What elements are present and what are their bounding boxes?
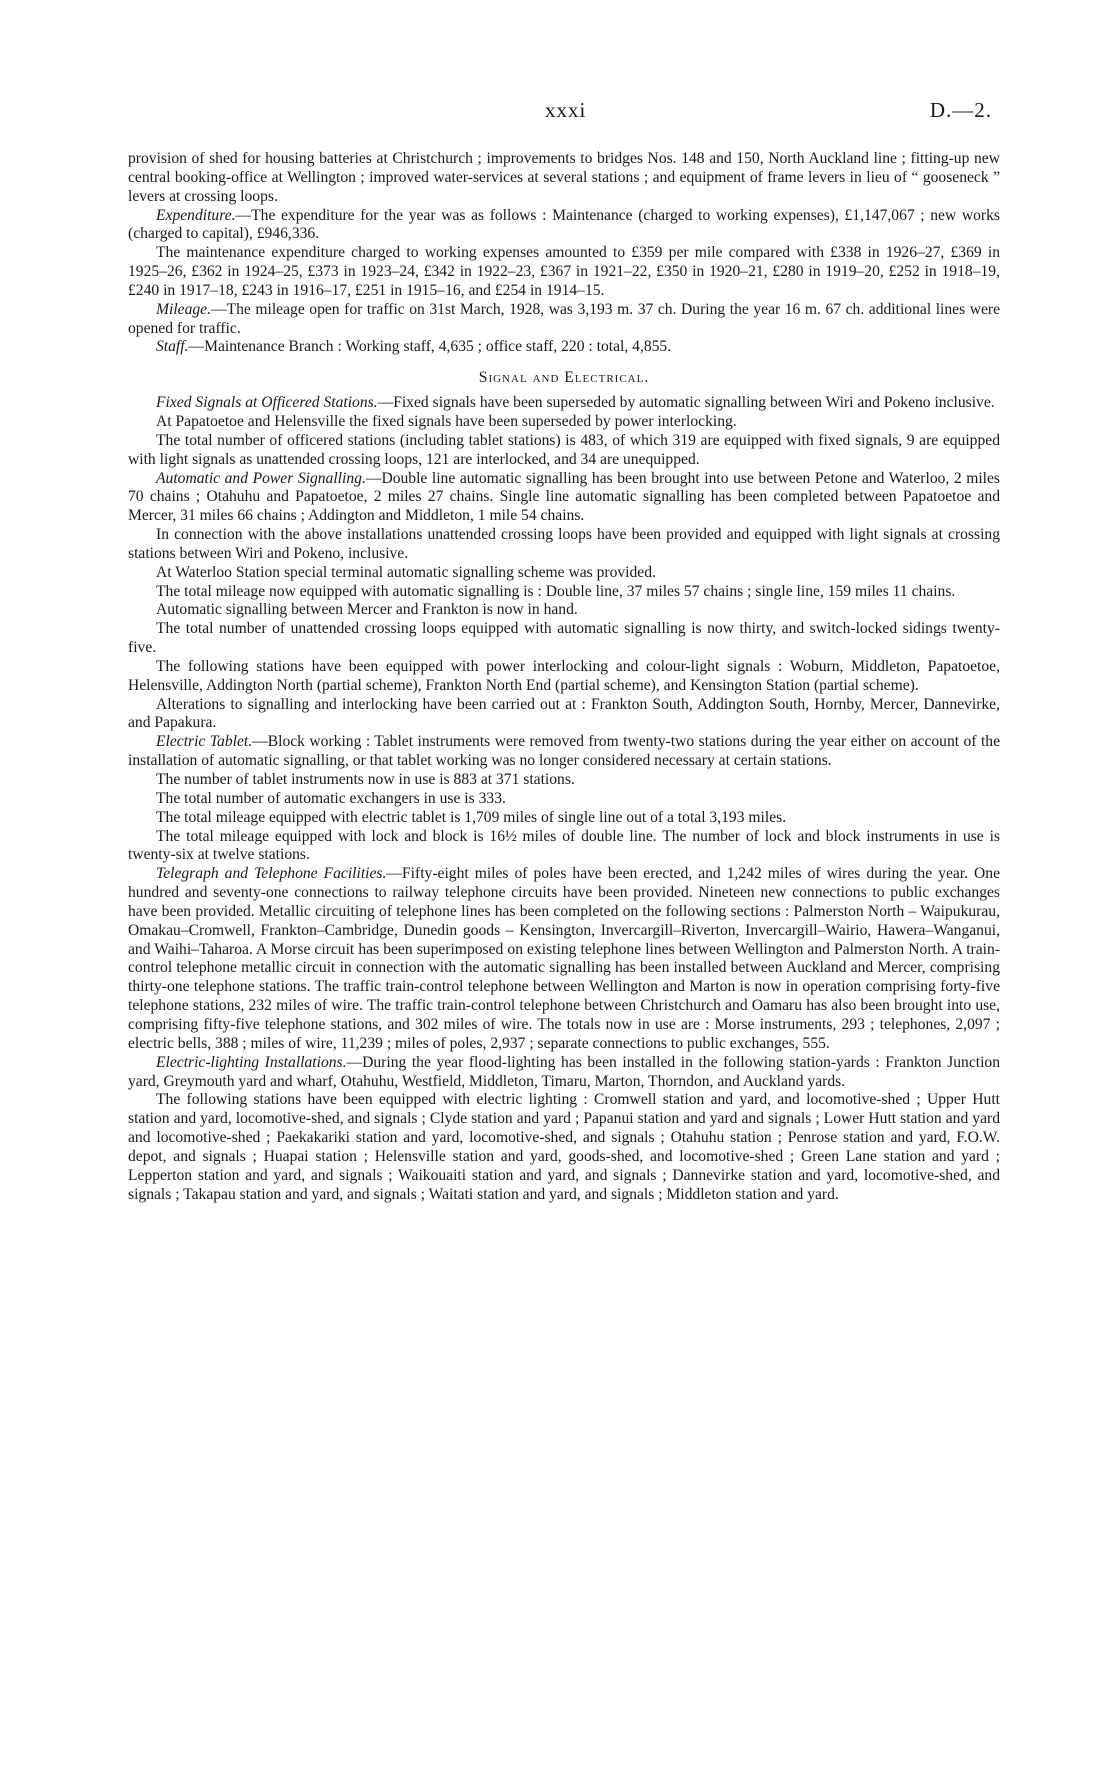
paragraph <box>128 338 1000 357</box>
paragraph-text: provision of shed for housing batteries at Christchurch ; improvements to bridges Nos. 148 and 150, North Auckland line ; fitting-up new central booking-office at Wellington ; improved water-services at several stations ; and equipment of frame levers in lieu of “ gooseneck ” levers at crossing loops. <box>128 150 1000 205</box>
paragraph-lead: Mileage. <box>156 300 211 318</box>
paragraph <box>128 1091 1000 1204</box>
paragraph <box>128 394 1000 413</box>
paragraph <box>128 1054 1000 1092</box>
paragraph-text: —Block working : Tablet instruments were removed from twenty-two stations during the year either on account of the installation of automatic signalling, or that tablet working was no longer considered necessary at certain stations. <box>128 733 1001 770</box>
paragraph-lead: Electric-lighting Installations. <box>156 1053 347 1071</box>
document-reference: D.—2. <box>929 98 992 122</box>
paragraph-text: The total mileage equipped with lock and block is 16½ miles of double line. The number of lock and block instruments in use is twenty-six at twelve stations. <box>128 827 1000 864</box>
paragraph <box>128 207 1000 245</box>
paragraph <box>128 470 1000 527</box>
paragraph <box>128 828 1000 866</box>
paragraph-text: —During the year flood-lighting has been installed in the following station-yards : Frankton Junction yard, Greymouth yard and wharf, Otahuhu, Westfield, Middleton, Timaru, Marton, Thorndon, and Auckland yards. <box>128 1053 1001 1090</box>
paragraph-text: At Waterloo Station special terminal automatic signalling scheme was provided. <box>156 563 656 581</box>
paragraph-text: In connection with the above installations unattended crossing loops have been provided and equipped with light signals at crossing stations between Wiri and Pokeno, inclusive. <box>128 526 1000 562</box>
paragraph <box>128 601 1000 620</box>
paragraph-text: The maintenance expenditure charged to working expenses amounted to £359 per mile compared with £338 in 1926–27, £369 in 1925–26, £362 in 1924–25, £373 in 1923–24, £342 in 1922–23, £367 in 1921–22, £350 in 1920–21, £280 in 1919–20, £252 in 1918–19, £240 in 1917–18, £243 in 1916–17, £251 in 1915–16, and £254 in 1914–15. <box>128 244 1000 299</box>
paragraph-text: The total mileage now equipped with automatic signalling is : Double line, 37 miles 57 chains ; single line, 159 miles 11 chains. <box>156 582 956 600</box>
paragraph-text: The total mileage equipped with electric tablet is 1,709 miles of single line out of a total 3,193 miles. <box>156 808 787 826</box>
report-body <box>128 150 1000 1204</box>
paragraph-text: The total number of unattended crossing loops equipped with automatic signalling is now thirty, and switch-locked sidings twenty-five. <box>128 620 1000 657</box>
paragraph <box>128 733 1000 771</box>
page-number: xxxi <box>545 98 587 122</box>
paragraph <box>128 696 1000 734</box>
paragraph-text: The following stations have been equipped with power interlocking and colour-light signals : Woburn, Middleton, Papatoetoe, Helensville, Addington North (partial scheme), Frankton North End (partial scheme), and Kensington Station (partial scheme). <box>128 657 1000 694</box>
paragraph-lead: Telegraph and Telephone Facilities. <box>156 865 387 883</box>
paragraph-lead: Fixed Signals at Officered Stations. <box>156 394 378 412</box>
paragraph-text: —The expenditure for the year was as follows : Maintenance (charged to working expenses), £1,147,067 ; new works (charged to capital), £946,336. <box>128 206 1000 243</box>
paragraph <box>128 301 1000 339</box>
paragraph-text: —The mileage open for traffic on 31st March, 1928, was 3,193 m. 37 ch. During the year 16 m. 67 ch. additional lines were opened for traffic. <box>128 300 1000 337</box>
paragraph-text: Automatic signalling between Mercer and Frankton is now in hand. <box>156 601 578 619</box>
paragraph-text: The total number of automatic exchangers in use is 333. <box>156 789 506 807</box>
paragraph-text: The total number of officered stations (including tablet stations) is 483, of which 319 are equipped with fixed signals, 9 are equipped with light signals as unattended crossing loops, 121 are interlocked, and 34 are unequipped. <box>128 431 1000 468</box>
paragraph-lead: Expenditure. <box>156 206 236 224</box>
paragraph-text: At Papatoetoe and Helensville the fixed signals have been superseded by power interlocking. <box>156 412 737 430</box>
paragraph-text: Alterations to signalling and interlocking have been carried out at : Frankton South, Addington South, Hornby, Mercer, Dannevirke, and Papakura. <box>128 695 1000 732</box>
paragraph-lead: Automatic and Power Signalling. <box>156 469 366 487</box>
paragraph-text: —Fifty-eight miles of poles have been erected, and 1,242 miles of wires during the year. One hundred and seventy-one connections to railway telephone circuits have been provided. Nineteen new connections to public exchanges have been provided. Metallic circuiting of telephone lines has been completed on the following sections : Palmerston North – Waipukurau, Omakau–Cromwell, Frankton–Cambridge, Dunedin goods – Kensington, Invercargill–Riverton, Invercargill–Wairio, Hawera–Wanganui, and Waihi–Taharoa. A Morse circuit has been superimposed on existing telephone lines between Wellington and Palmerston North. A train-control telephone metallic circuit in connection with the automatic signalling has been installed between Auckland and Mercer, comprising thirty-one telephone stations. The traffic train-control telephone between Wellington and Marton is now in operation comprising forty-five telephone stations, 232 miles of wire. The traffic train-control telephone between Christchurch and Oamaru has also been brought into use, comprising fifty-five telephone stations, and 302 miles of wire. The totals now in use are : Morse instruments, 293 ; telephones, 2,097 ; electric bells, 388 ; miles of wire, 11,239 ; miles of poles, 2,937 ; separate connections to public exchanges, 555. <box>128 865 1000 1052</box>
paragraph <box>128 809 1000 828</box>
paragraph <box>128 564 1000 583</box>
paragraph-text: The following stations have been equipped with electric lighting : Cromwell station and yard, and locomotive-shed ; Upper Hutt station and yard, locomotive-shed, and signals ; Clyde station and yard ; Papanui station and yard and signals ; Lower Hutt station and yard and locomotive-shed ; Paekakariki station and yard, locomotive-shed, and signals ; Otahuhu station ; Penrose station and yard, F.O.W. depot, and signals ; Huapai station ; Helensville station and yard, goods-shed, and locomotive-shed ; Green Lane station and yard ; Lepperton station and yard, and signals ; Waikouaiti station and yard, and signals ; Dannevirke station and yard, locomotive-shed, and signals ; Takapau station and yard, and signals ; Waitati station and yard, and signals ; Middleton station and yard. <box>128 1091 1000 1203</box>
paragraph <box>128 413 1000 432</box>
paragraph <box>128 526 1000 564</box>
paragraph-lead: Staff. <box>156 338 189 356</box>
paragraph-text: —Maintenance Branch : Working staff, 4,635 ; office staff, 220 : total, 4,855. <box>188 338 672 356</box>
paragraph-text: The number of tablet instruments now in use is 883 at 371 stations. <box>156 771 575 788</box>
paragraph <box>128 620 1000 658</box>
paragraph-text: —Double line automatic signalling has been brought into use between Petone and Waterloo, 2 miles 70 chains ; Otahuhu and Papatoetoe, 2 miles 27 chains. Single line automatic signalling has been completed between Papatoetoe and Mercer, 31 miles 66 chains ; Addington and Middleton, 1 mile 54 chains. <box>128 469 1000 525</box>
paragraph-lead: Electric Tablet. <box>156 733 253 751</box>
paragraph <box>128 432 1000 470</box>
paragraph-text: —Fixed signals have been superseded by automatic signalling between Wiri and Pokeno inclusive. <box>377 394 995 412</box>
paragraph <box>128 150 1000 207</box>
paragraph <box>128 771 1000 790</box>
paragraph <box>128 244 1000 301</box>
paragraph <box>128 583 1000 602</box>
paragraph <box>128 790 1000 809</box>
section-heading: Signal and Electrical. <box>478 369 650 387</box>
paragraph <box>128 658 1000 696</box>
paragraph <box>128 865 1000 1053</box>
